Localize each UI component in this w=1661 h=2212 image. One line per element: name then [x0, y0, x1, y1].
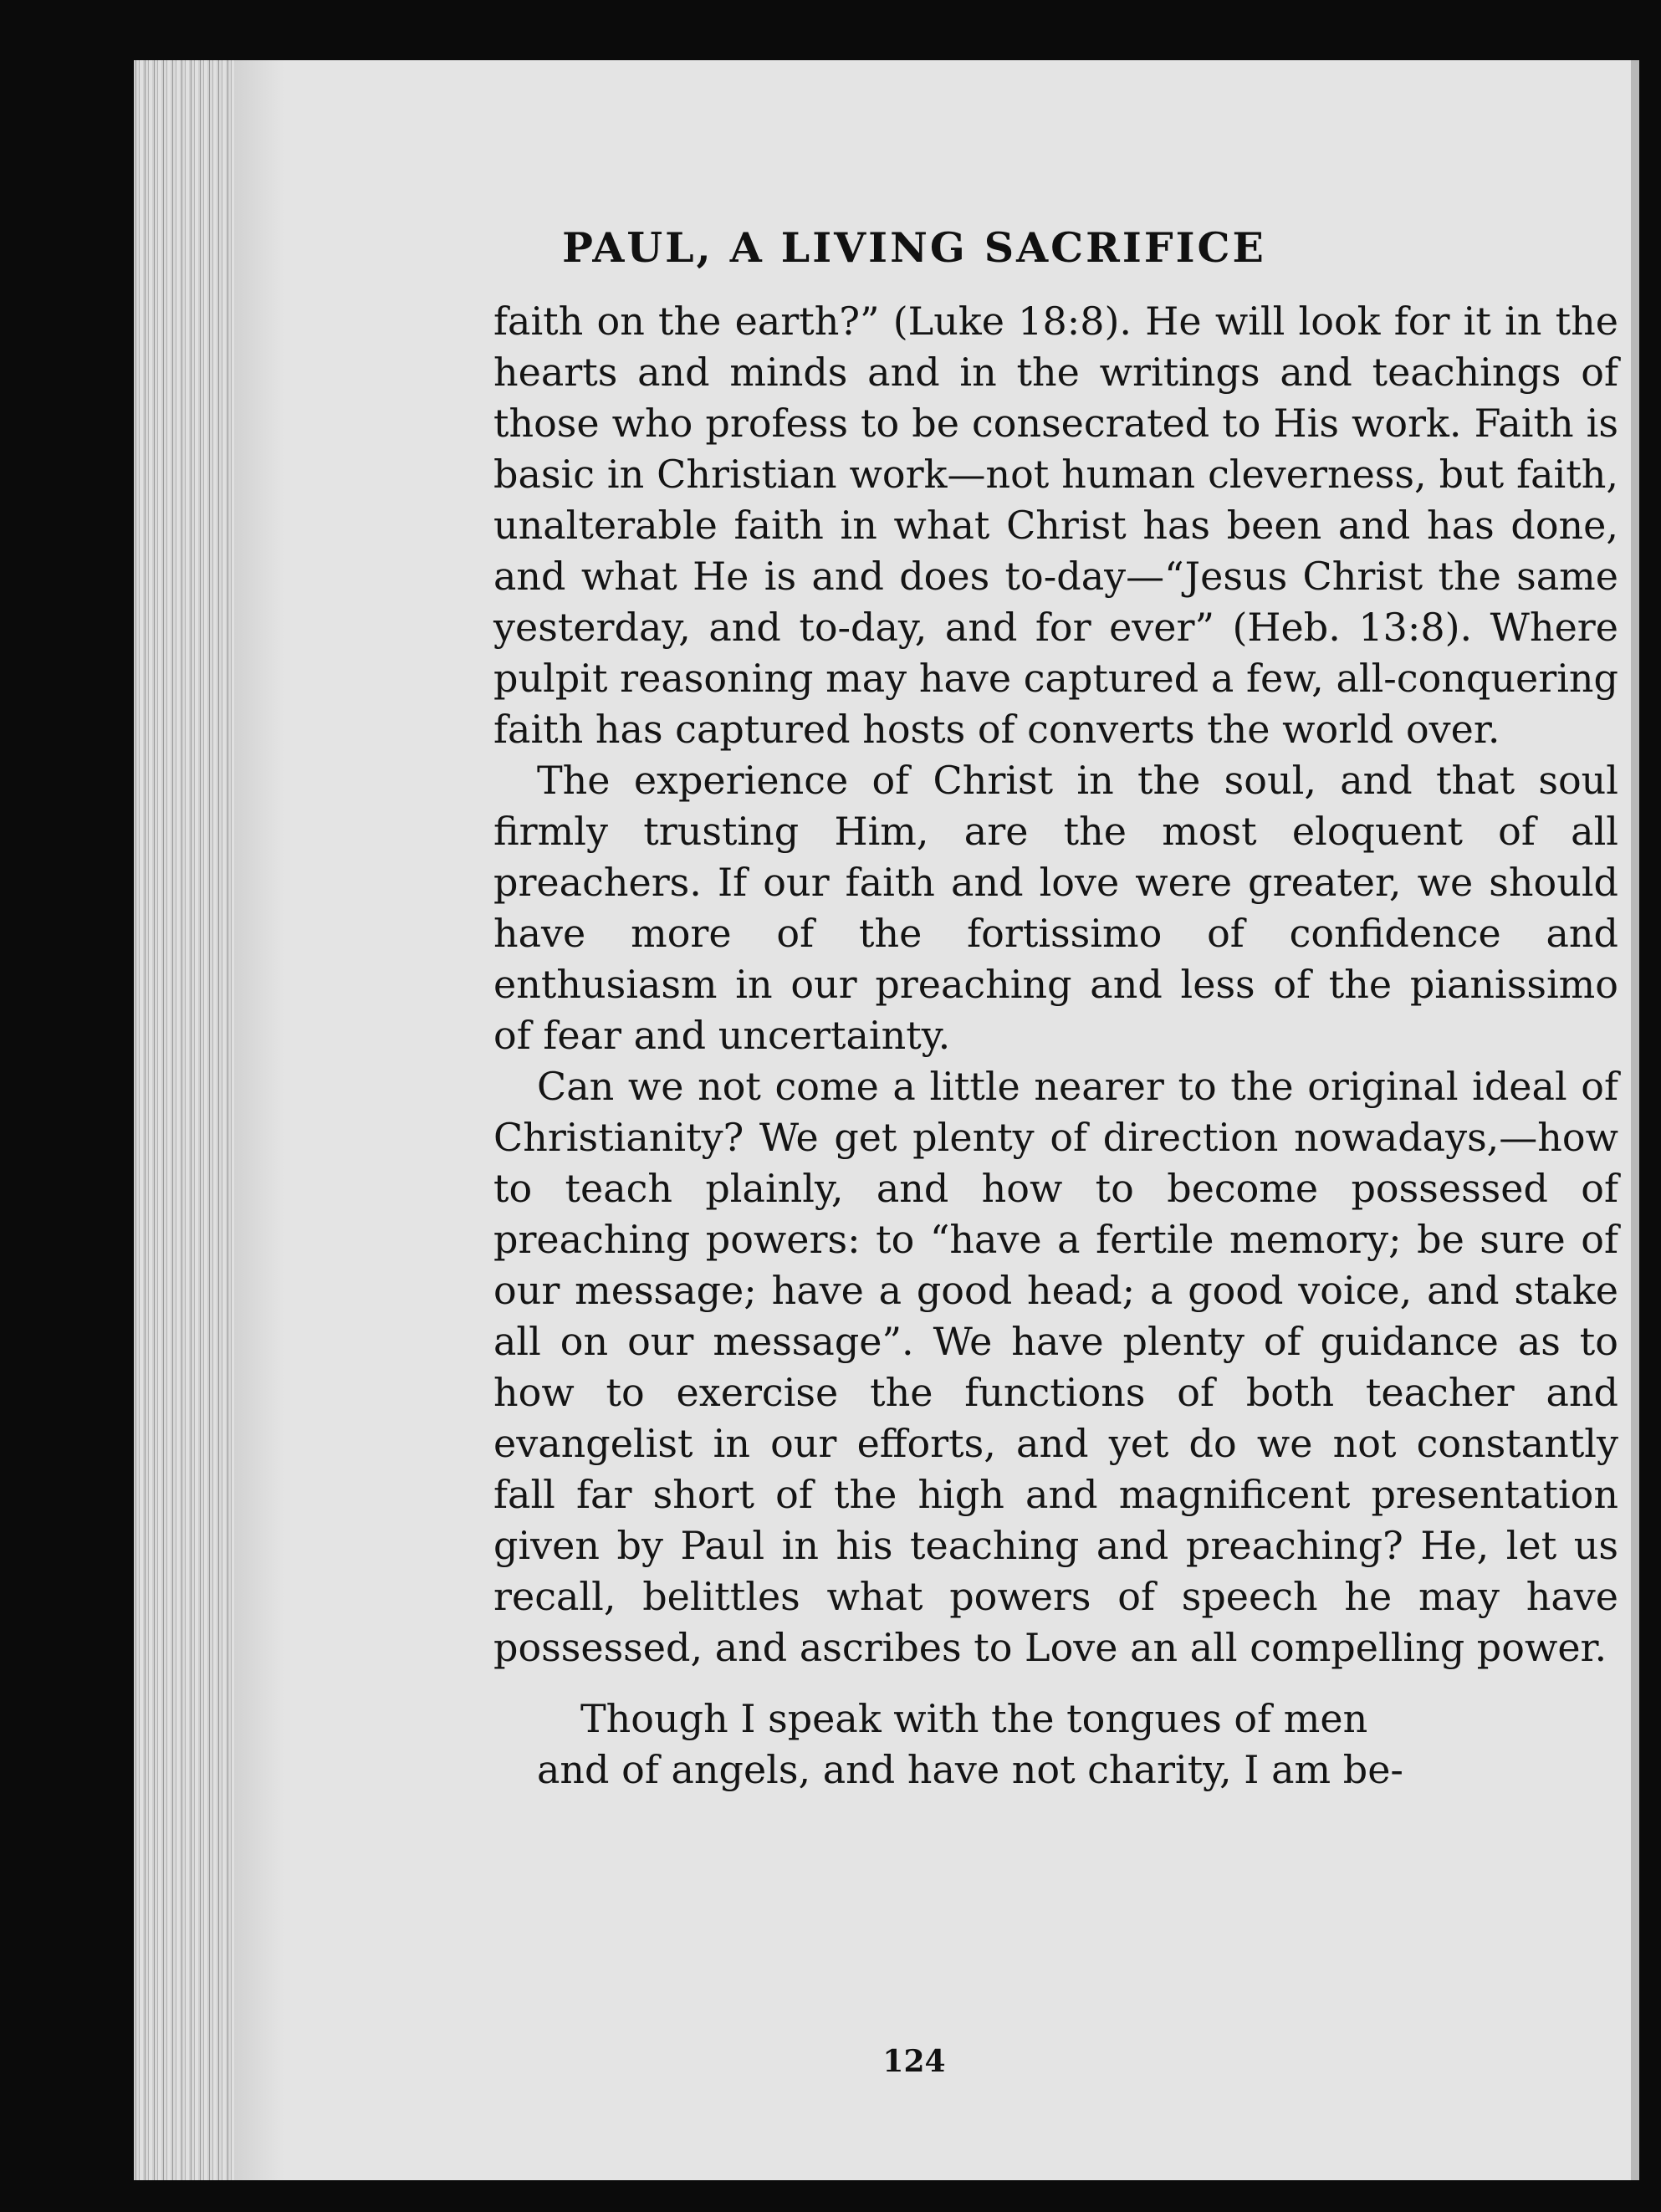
quote-line-2: and of angels, and have not charity, I am be- [537, 1747, 1403, 1792]
gutter-shadow [234, 60, 284, 2180]
book-page [134, 60, 1639, 2180]
paragraph-experience: The experience of Christ in the soul, and that soul firmly trusting Him, are the most eloquent of all preachers. If our faith and love were greater, we should have more of the fortissimo of confidence and enthusiasm in our preaching and less of the pianissimo of fear and uncertainty. [493, 758, 1618, 1058]
running-head: PAUL, A LIVING SACRIFICE [562, 223, 1266, 272]
paragraph-ideal: Can we not come a little nearer to the original ideal of Christianity? We get plenty of direction nowadays,—how to teach plainly, and how to become possessed of preaching powers: to “have a fertile memory; be sure of our message; have a good head; a good voice, and stake all on our message”. We have plenty of guidance as to how to exercise the functions of both teacher and evangelist in our efforts, and yet do we not constantly fall far short of the high and magnificent presentation given by Paul in his teaching and preaching? He, let us recall, belittles what powers of speech he may have possessed, and ascribes to Love an all compelling power. [493, 1064, 1618, 1670]
quote-line-1: Though I speak with the tongues of men [580, 1696, 1368, 1741]
right-page-edge [1631, 60, 1639, 2180]
page-number: 124 [882, 2044, 946, 2079]
paragraph-continuation: faith on the earth?” (Luke 18:8). He will look for it in the hearts and minds and in the writings and teachings of those who profess to be consecrated to His work. Faith is basic in Christian work—not human cleverness, but faith, unalterable faith in what Christ has been and has done, and what He is and does to-day—“Jesus Christ the same yesterday, and to-day, and for ever” (Heb. 13:8). Where pulpit reasoning may have captured a few, all-conquering faith has captured hosts of converts the world over. [493, 299, 1618, 752]
body-text [493, 296, 1618, 1796]
scripture-quote [493, 1693, 1618, 1796]
page-edge-stack [134, 60, 234, 2180]
